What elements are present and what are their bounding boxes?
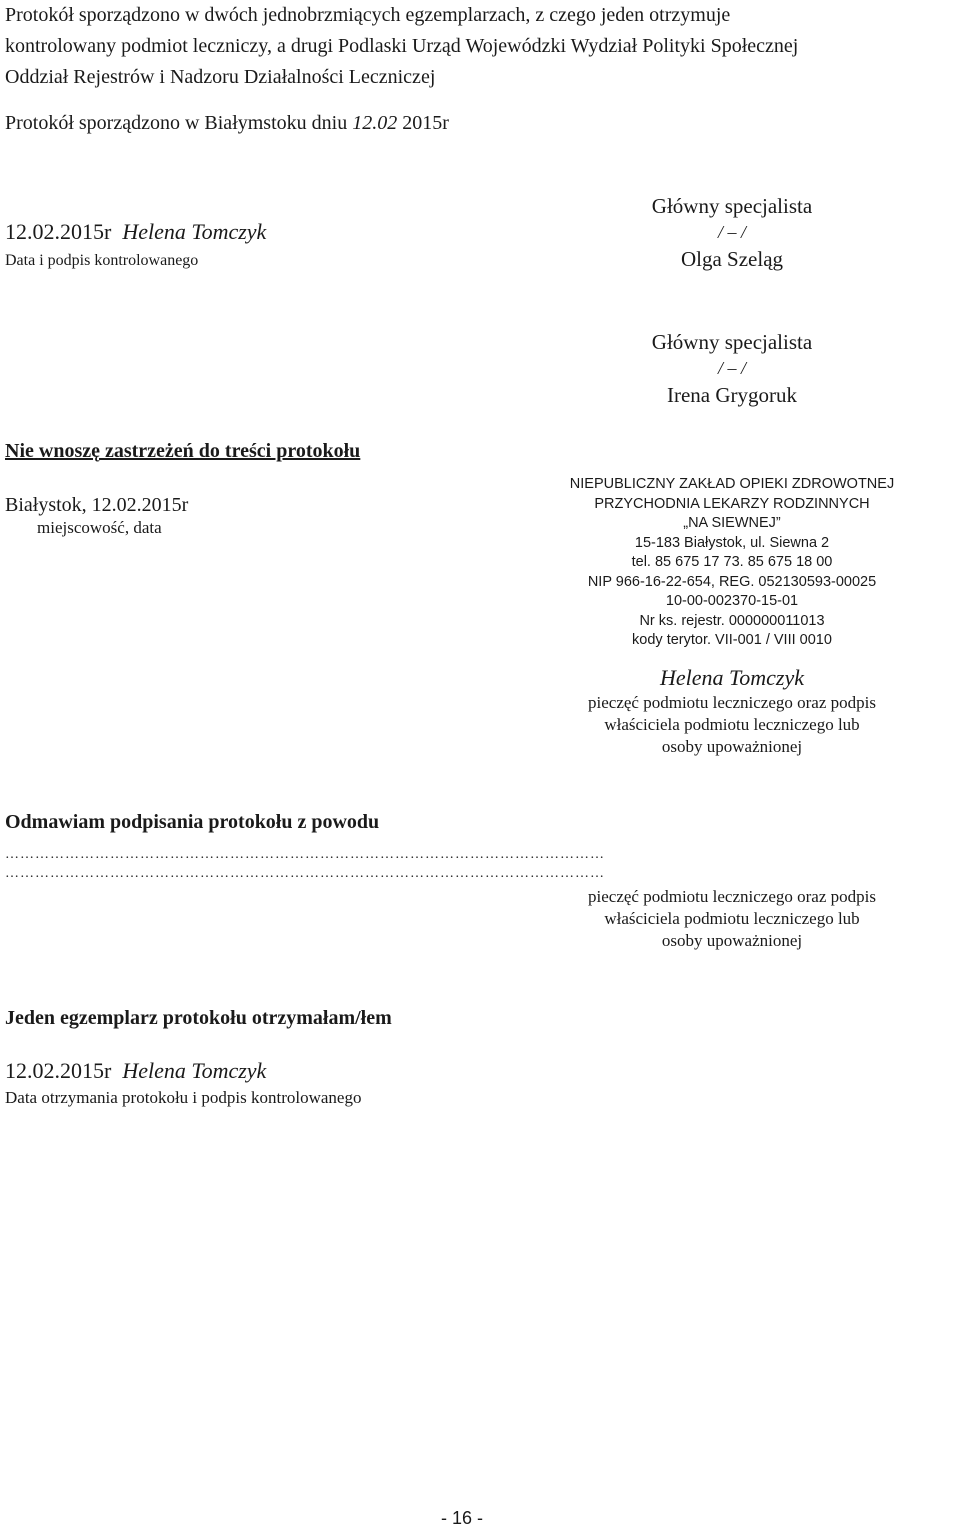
stamp-line: 10-00-002370-15-01: [665, 593, 799, 609]
receipt-name: Helena Tomczyk: [122, 1058, 267, 1083]
specialist-1-title: Główny specjalista: [651, 194, 813, 218]
stamp-line: 15-183 Białystok, ul. Siewna 2: [634, 534, 830, 551]
receipt-caption: Data otrzymania protokołu i podpis kontrolowanego: [5, 1088, 362, 1107]
stamp-caption-line: osoby upoważnionej: [661, 737, 803, 756]
controlled-date: 12.02.2015r: [5, 219, 112, 244]
stamp-line: NIP 966-16-22-654, REG. 052130593-00025: [587, 573, 877, 590]
no-objection-place-date: Białystok, 12.02.2015r: [5, 494, 189, 516]
refusal-caption-line: pieczęć podmiotu leczniczego oraz podpis: [588, 887, 876, 906]
facility-stamp: [532, 475, 932, 651]
place-date: 12.02: [352, 112, 398, 134]
receipt-date: 12.02.2015r: [5, 1058, 112, 1083]
stamp-line: PRZYCHODNIA LEKARZY RODZINNYCH: [594, 495, 870, 512]
intro-line-1: Protokół sporządzono w dwóch jednobrzmiących egzemplarzach, z czego jeden otrzymuje: [5, 4, 731, 26]
stamp-caption-line: pieczęć podmiotu leczniczego oraz podpis: [588, 693, 876, 712]
specialist-2-block: [582, 327, 882, 411]
receipt-heading: Jeden egzemplarz protokołu otrzymałam/łem: [5, 1007, 392, 1029]
refusal-heading: Odmawiam podpisania protokołu z powodu: [5, 811, 380, 833]
specialist-1-block: [582, 191, 882, 275]
specialist-2-signature: / – /: [717, 358, 746, 378]
stamp-line: kody terytor. VII-001 / VIII 0010: [632, 632, 832, 648]
intro-line-2: kontrolowany podmiot leczniczy, a drugi Podlaski Urząd Wojewódzki Wydział Polityki Społecznej: [5, 35, 799, 57]
page-number: - 16 -: [441, 1508, 484, 1528]
controlled-caption: Data i podpis kontrolowanego: [5, 252, 199, 269]
place-prefix: Protokół sporządzono w Białymstoku dniu: [5, 112, 353, 134]
stamp-line: „NA SIEWNEJ”: [683, 515, 781, 531]
stamp-signature: Helena Tomczyk: [660, 665, 804, 690]
stamp-line: NIEPUBLICZNY ZAKŁAD OPIEKI ZDROWOTNEJ: [569, 476, 895, 492]
no-objection-heading: Nie wnoszę zastrzeżeń do treści protokołu: [5, 440, 361, 462]
refusal-caption-line: osoby upoważnionej: [661, 931, 803, 950]
controlled-name: Helena Tomczyk: [122, 219, 267, 244]
specialist-2-name: Irena Grygoruk: [666, 383, 798, 407]
stamp-signature-block: [532, 664, 932, 758]
refusal-reason-line-2: …………………………………………………………………………………………………………: [5, 866, 605, 881]
specialist-1-signature: / – /: [717, 222, 746, 242]
stamp-line: tel. 85 675 17 73. 85 675 18 00: [631, 554, 833, 570]
refusal-caption: [532, 886, 932, 952]
receipt-signature: [5, 1058, 266, 1084]
controlled-signature: [5, 219, 266, 245]
stamp-caption-line: właściciela podmiotu leczniczego lub: [604, 715, 860, 734]
protocol-place-date: [5, 112, 449, 135]
specialist-2-title: Główny specjalista: [651, 330, 813, 354]
intro-paragraph: [5, 0, 955, 93]
place-year: 2015r: [397, 112, 449, 134]
stamp-line: Nr ks. rejestr. 000000011013: [639, 612, 825, 629]
intro-line-3: Oddział Rejestrów i Nadzoru Działalności Leczniczej: [5, 66, 436, 88]
refusal-caption-line: właściciela podmiotu leczniczego lub: [604, 909, 860, 928]
refusal-reason-line-1: …………………………………………………………………………………………………………: [5, 847, 605, 862]
specialist-1-name: Olga Szeląg: [680, 247, 784, 271]
no-objection-caption: miejscowość, data: [37, 518, 162, 537]
